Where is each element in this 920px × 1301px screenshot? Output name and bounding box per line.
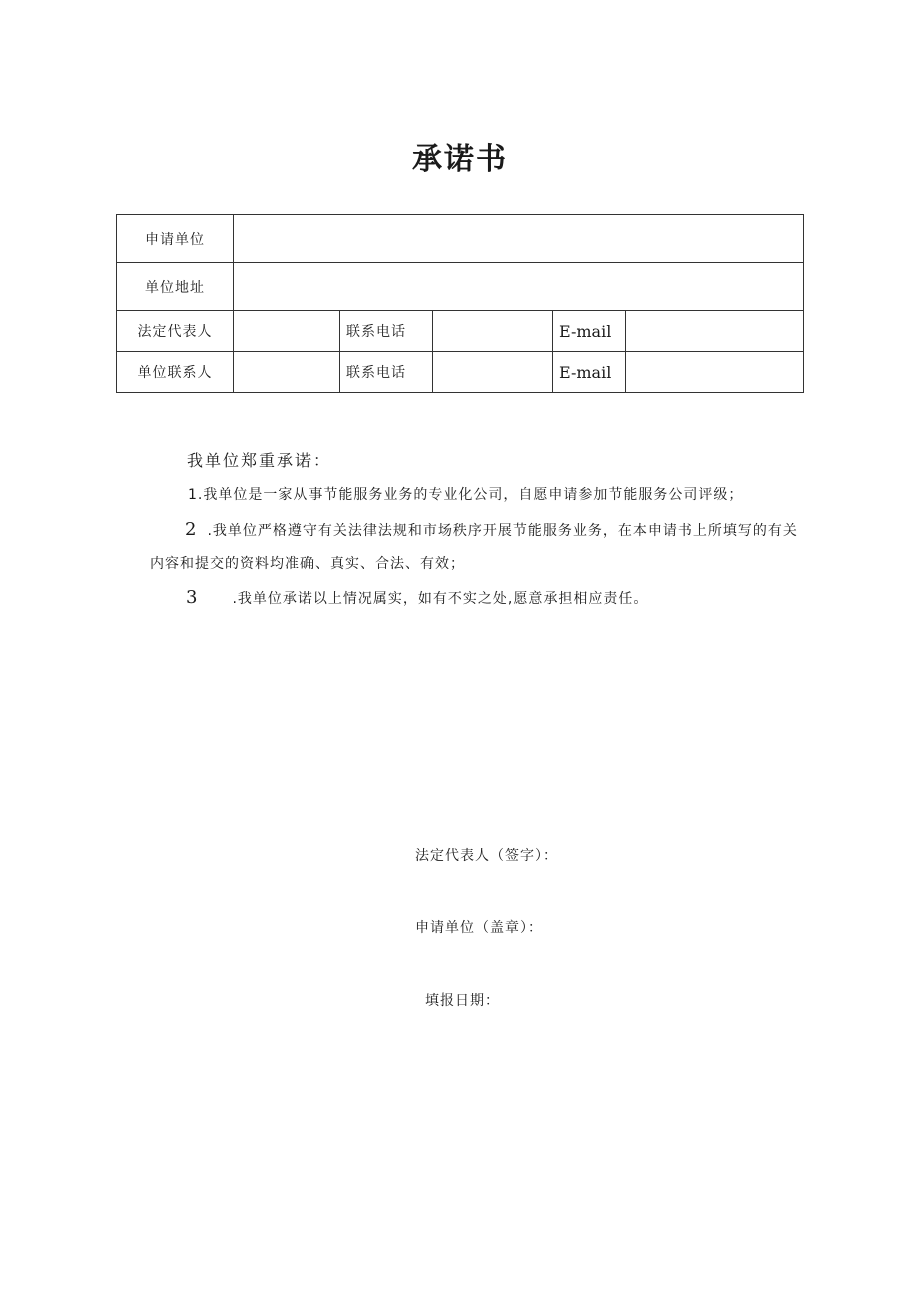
legal-rep-email-label: E-mail: [553, 311, 626, 352]
contact-email-label: E-mail: [553, 352, 626, 393]
document-title: 承诺书: [412, 142, 508, 177]
unit-seal-label: 申请单位（盖章）：: [415, 920, 543, 936]
address-value-field[interactable]: [234, 263, 804, 311]
contact-email-field[interactable]: [626, 352, 804, 393]
promise-item-2-number: 2: [185, 519, 198, 540]
promise-item-2-text: .我单位严格遵守有关法律法规和市场秩序开展节能服务业务，在本申请书上所填写的有关: [207, 523, 798, 539]
legal-rep-phone-label: 联系电话: [340, 311, 433, 352]
table-row-legal-rep: [117, 311, 804, 352]
legal-rep-signature-label: 法定代表人（签字）：: [415, 848, 558, 864]
legal-rep-email-field[interactable]: [626, 311, 804, 352]
table-row-contact: [117, 352, 804, 393]
legal-rep-phone-field[interactable]: [433, 311, 553, 352]
legal-rep-label: 法定代表人: [117, 311, 234, 352]
promise-item-3-number: 3: [186, 587, 199, 608]
address-label: 单位地址: [117, 263, 234, 311]
legal-rep-value-field[interactable]: [234, 311, 340, 352]
promise-item-2-line-2: 内容和提交的资料均准确、真实、合法、有效；: [150, 556, 465, 572]
table-row-address: [117, 263, 804, 311]
contact-label: 单位联系人: [117, 352, 234, 393]
applicant-info-table: [116, 214, 804, 393]
promise-item-3: [186, 587, 648, 608]
promise-item-1: 1.我单位是一家从事节能服务业务的专业化公司，自愿申请参加节能服务公司评级；: [188, 487, 744, 503]
contact-phone-field[interactable]: [433, 352, 553, 393]
promise-item-3-text: .我单位承诺以上情况属实，如有不实之处,愿意承担相应责任。: [232, 591, 649, 607]
promise-item-2-line-1: [185, 519, 798, 540]
contact-phone-label: 联系电话: [340, 352, 433, 393]
contact-value-field[interactable]: [234, 352, 340, 393]
promise-heading: 我单位郑重承诺：: [187, 451, 332, 470]
fill-date-label: 填报日期：: [425, 993, 500, 1009]
table-row-applicant: [117, 215, 804, 263]
applicant-label: 申请单位: [117, 215, 234, 263]
applicant-value-field[interactable]: [234, 215, 804, 263]
